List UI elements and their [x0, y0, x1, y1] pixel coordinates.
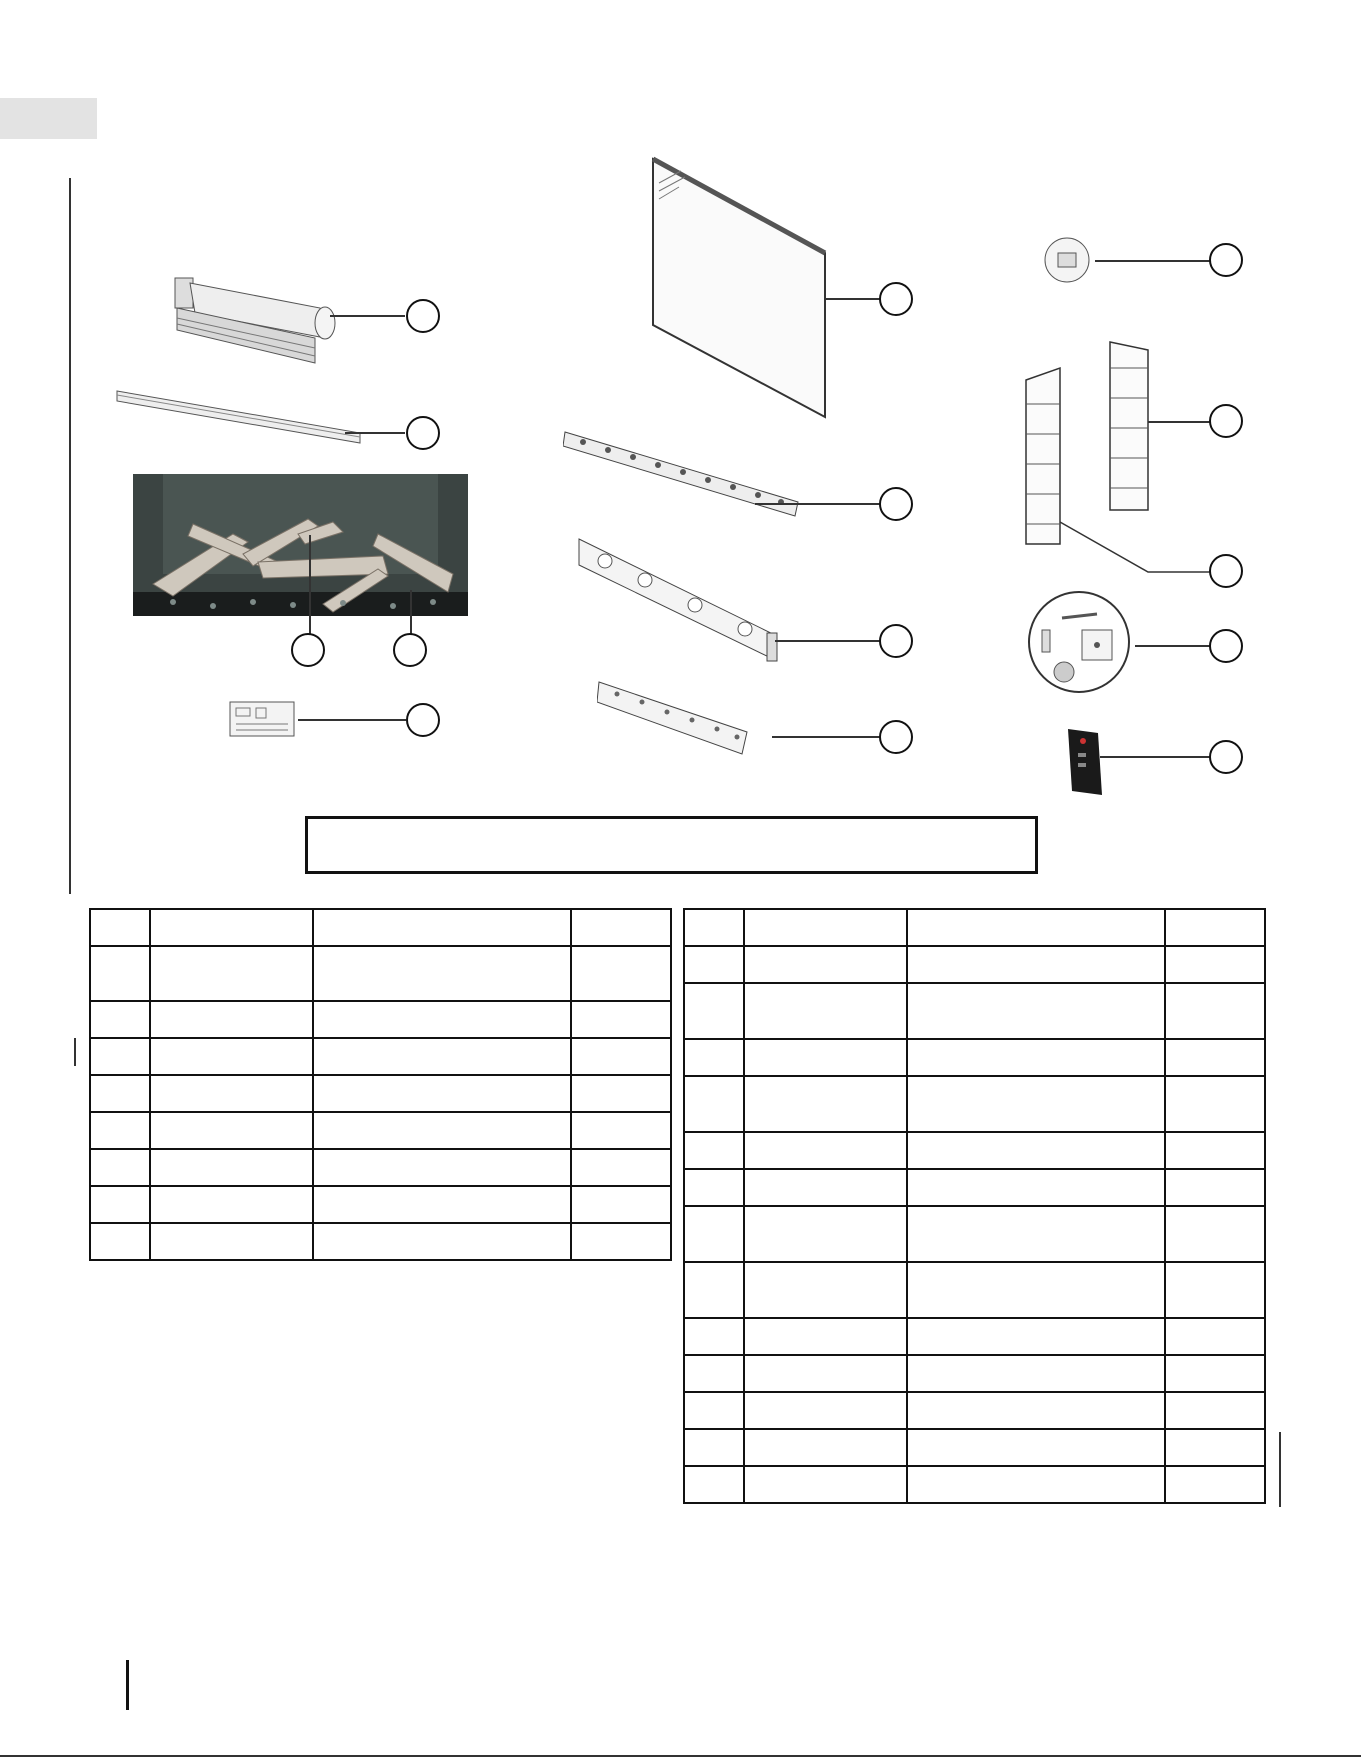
leader-line — [298, 719, 406, 721]
table-cell — [684, 1132, 744, 1169]
table-cell — [571, 1001, 671, 1038]
callout-burner — [406, 299, 440, 333]
table-cell — [313, 1112, 571, 1149]
table-cell — [684, 1318, 744, 1355]
callout-remote — [1209, 740, 1243, 774]
column-header — [1165, 909, 1265, 946]
table-cell — [1165, 1318, 1265, 1355]
log-set-photo — [133, 474, 468, 616]
table-cell — [907, 1262, 1165, 1318]
section-tab — [0, 98, 97, 139]
table-cell — [1165, 1429, 1265, 1466]
table-cell — [90, 1223, 150, 1260]
table-cell — [907, 1392, 1165, 1429]
remote-illustration — [1060, 725, 1110, 800]
table-cell — [1165, 1466, 1265, 1503]
table-row — [684, 1262, 1265, 1318]
table-row — [90, 1149, 671, 1186]
table-cell — [313, 1038, 571, 1075]
leader-line — [1148, 421, 1210, 423]
table-cell — [90, 1001, 150, 1038]
table-cell — [313, 1223, 571, 1260]
table-cell — [313, 1149, 571, 1186]
callout-led-strip-upper — [879, 487, 913, 521]
table-cell — [684, 1206, 744, 1262]
leader-line — [309, 535, 311, 635]
leader-line — [1100, 756, 1210, 758]
brick-panels-illustration — [1020, 338, 1150, 548]
table-row — [90, 1001, 671, 1038]
leader-line — [410, 590, 412, 635]
table-cell — [744, 1076, 907, 1132]
column-header — [907, 909, 1165, 946]
parts-table-left — [89, 908, 672, 1261]
table-cell — [744, 1318, 907, 1355]
table-cell — [907, 1132, 1165, 1169]
table-row — [90, 1223, 671, 1260]
column-header — [313, 909, 571, 946]
table-cell — [90, 1186, 150, 1223]
parts-table-right — [683, 908, 1266, 1504]
table-cell — [744, 946, 907, 983]
leader-line — [775, 640, 880, 642]
table-cell — [744, 1206, 907, 1262]
table-cell — [90, 1075, 150, 1112]
ember-strip-illustration — [115, 385, 365, 455]
callout-glass-panel — [879, 282, 913, 316]
table-cell — [571, 1223, 671, 1260]
table-cell — [313, 1186, 571, 1223]
table-cell — [1165, 1169, 1265, 1206]
table-cell — [907, 1169, 1165, 1206]
table-row — [684, 1466, 1265, 1503]
callout-receiver — [1209, 243, 1243, 277]
table-cell — [744, 1262, 907, 1318]
callout-led-bracket — [879, 624, 913, 658]
table-cell — [684, 1466, 744, 1503]
table-row — [90, 1038, 671, 1075]
table-cell — [150, 1001, 313, 1038]
table-cell — [313, 946, 571, 1001]
callout-log-a — [291, 633, 325, 667]
column-header — [684, 909, 744, 946]
table-cell — [90, 1112, 150, 1149]
table-cell — [684, 1169, 744, 1206]
table-row — [90, 1075, 671, 1112]
column-header — [90, 909, 150, 946]
table-cell — [150, 1112, 313, 1149]
margin-mark — [1279, 1432, 1281, 1507]
table-cell — [1165, 1262, 1265, 1318]
leader-line — [330, 315, 405, 317]
table-cell — [684, 1392, 744, 1429]
table-cell — [744, 1466, 907, 1503]
led-strip-upper-illustration — [563, 430, 803, 520]
table-cell — [744, 1429, 907, 1466]
table-cell — [684, 1262, 744, 1318]
table-cell — [907, 1429, 1165, 1466]
table-row — [684, 983, 1265, 1039]
table-cell — [907, 1466, 1165, 1503]
callout-log-b — [393, 633, 427, 667]
callout-control-board — [406, 703, 440, 737]
table-cell — [150, 1149, 313, 1186]
table-cell — [1165, 1132, 1265, 1169]
table-cell — [571, 1038, 671, 1075]
table-cell — [313, 1001, 571, 1038]
table-cell — [744, 1039, 907, 1076]
burner-illustration — [165, 268, 345, 378]
column-header — [571, 909, 671, 946]
table-cell — [684, 1429, 744, 1466]
callout-brick-panel-left — [1209, 554, 1243, 588]
note-box — [305, 816, 1038, 874]
table-cell — [907, 1318, 1165, 1355]
table-cell — [313, 1075, 571, 1112]
table-cell — [571, 946, 671, 1001]
table-cell — [744, 1355, 907, 1392]
control-board-illustration — [228, 700, 298, 740]
table-row — [684, 1429, 1265, 1466]
table-cell — [744, 1132, 907, 1169]
column-header — [150, 909, 313, 946]
table-row — [90, 1186, 671, 1223]
table-row — [684, 1132, 1265, 1169]
table-row — [684, 1318, 1265, 1355]
margin-mark — [74, 1038, 76, 1066]
receiver-illustration — [1040, 233, 1095, 288]
table-cell — [1165, 1076, 1265, 1132]
leader-line — [1058, 520, 1213, 580]
table-cell — [907, 1355, 1165, 1392]
table-row — [90, 1112, 671, 1149]
table-cell — [571, 1075, 671, 1112]
callout-brick-panel-right — [1209, 404, 1243, 438]
leader-line — [825, 298, 880, 300]
table-cell — [1165, 1355, 1265, 1392]
table-cell — [684, 1355, 744, 1392]
left-margin-rule — [69, 178, 71, 894]
leader-line — [1135, 645, 1210, 647]
table-cell — [684, 1039, 744, 1076]
table-row — [90, 946, 671, 1001]
led-strip-lower-illustration — [597, 672, 757, 762]
table-cell — [90, 1149, 150, 1186]
table-cell — [1165, 1039, 1265, 1076]
table-row — [684, 1039, 1265, 1076]
table-cell — [744, 1169, 907, 1206]
table-cell — [150, 946, 313, 1001]
table-cell — [907, 983, 1165, 1039]
callout-ember-strip — [406, 416, 440, 450]
hardware-kit-illustration — [1022, 590, 1137, 695]
page-number-bar — [126, 1660, 129, 1710]
table-cell — [907, 1206, 1165, 1262]
table-row — [684, 1169, 1265, 1206]
table-cell — [1165, 1206, 1265, 1262]
glass-panel-illustration — [645, 155, 835, 425]
table-cell — [744, 1392, 907, 1429]
table-cell — [744, 983, 907, 1039]
table-cell — [90, 946, 150, 1001]
leader-line — [345, 432, 405, 434]
table-cell — [150, 1186, 313, 1223]
footer-rule — [0, 1755, 1361, 1757]
table-cell — [571, 1186, 671, 1223]
table-cell — [1165, 946, 1265, 983]
table-row — [684, 1076, 1265, 1132]
table-row — [684, 1355, 1265, 1392]
table-cell — [684, 983, 744, 1039]
callout-led-strip-lower — [879, 720, 913, 754]
table-cell — [150, 1075, 313, 1112]
table-row — [684, 1206, 1265, 1262]
table-cell — [684, 1076, 744, 1132]
table-cell — [684, 946, 744, 983]
table-cell — [907, 946, 1165, 983]
leader-line — [772, 736, 880, 738]
table-cell — [1165, 1392, 1265, 1429]
table-cell — [907, 1039, 1165, 1076]
table-cell — [907, 1076, 1165, 1132]
callout-hardware-kit — [1209, 629, 1243, 663]
table-cell — [1165, 983, 1265, 1039]
table-cell — [571, 1149, 671, 1186]
table-cell — [90, 1038, 150, 1075]
leader-line — [755, 503, 880, 505]
table-row — [684, 946, 1265, 983]
table-cell — [150, 1223, 313, 1260]
led-bracket-illustration — [575, 535, 785, 675]
leader-line — [1095, 260, 1210, 262]
column-header — [744, 909, 907, 946]
table-row — [684, 1392, 1265, 1429]
table-cell — [571, 1112, 671, 1149]
table-cell — [150, 1038, 313, 1075]
